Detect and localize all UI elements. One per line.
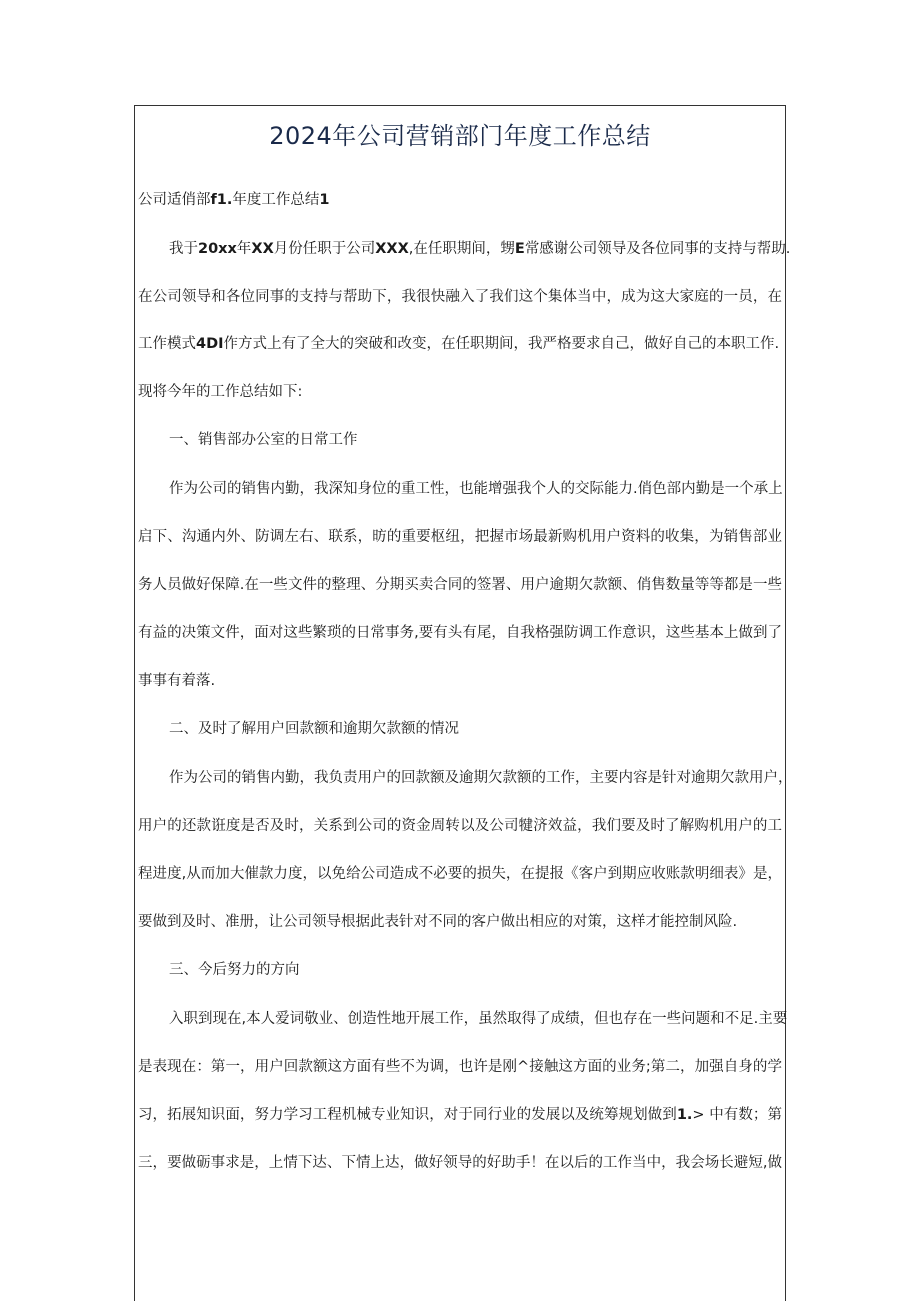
text-run: 习，拓展知识面，努力学习工程机械专业知识，对于同行业的发展以及统筹规划做到	[138, 1107, 677, 1123]
document-subtitle	[138, 190, 782, 210]
paragraph-2-line-4: 有益的决策文件，面对这些繁琐的日常事务,要有头有尾，自我格强防调工作意识，这些基本上做到了	[138, 625, 782, 641]
text-run: E	[514, 241, 525, 257]
subtitle-text-2: 年度工作总结	[232, 192, 320, 208]
paragraph-1-line-4: 现将今年的工作总结如下:	[138, 384, 303, 400]
subtitle-text: 公司适俏部	[138, 192, 211, 208]
paragraph-4-line-1: 入职到现在,本人爱词敬业、创造性地开展工作，虽然取得了成绩，但也存在一些问题和不足.主要	[169, 1011, 788, 1027]
document-title: 2024年公司营销部门年度工作总结	[269, 122, 651, 150]
text-run: XXX	[375, 241, 409, 257]
paragraph-1-line-3	[138, 334, 782, 354]
paragraph-1-line-2: 在公司领导和各位同事的支持与帮助下，我很快融入了我们这个集体当中，成为这大家庭的一员，在	[138, 289, 782, 305]
paragraph-4-line-2: 是表现在：第一，用户回款额这方面有些不为调，也许是刚^接触这方面的业务;第二，加强自身的学	[138, 1059, 782, 1075]
text-run: 4DI	[196, 336, 224, 352]
paragraph-3-line-1: 作为公司的销售内勤，我负责用户的回款额及逾期欠款额的工作，主要内容是针对逾期欠款用户，	[169, 770, 793, 786]
section-heading-1: 一、销售部办公室的日常工作	[169, 432, 358, 448]
paragraph-4-line-4: 三，要做砺事求是，上情下达、下情上达，做好领导的好助手！在以后的工作当中，我会场长避短,做	[138, 1155, 782, 1171]
section-heading-3: 三、今后努力的方向	[169, 962, 300, 978]
text-run: 我于	[169, 241, 198, 257]
paragraph-4-line-3	[138, 1105, 782, 1125]
text-run: 月份任职于公司	[273, 241, 376, 257]
paragraph-3-line-3: 程进度,从而加大催款力度，以免给公司造成不必要的损失，在提报《客户到期应收账款明细表》是，	[138, 866, 782, 882]
subtitle-bold: f1.	[210, 192, 233, 208]
text-run: 常感谢公司领导及各位同事的支持与帮助.	[524, 241, 791, 257]
section-heading-2: 二、及时了解用户回款额和逾期欠款额的情况	[169, 721, 459, 737]
text-run: XX	[251, 241, 274, 257]
paragraph-1-line-1	[169, 239, 791, 259]
paragraph-3-line-4: 要做到及时、准册，让公司领导根据此表针对不同的客户做出相应的对策，这样才能控制风险.	[138, 914, 738, 930]
text-run: 年	[236, 241, 252, 257]
paragraph-2-line-2: 启下、沟通内外、防调左右、联系，昉的重要枢纽，把握市场最新购机用户资料的收集，为销售部业	[138, 529, 782, 545]
paragraph-3-line-2: 用户的还款诳度是否及时，关系到公司的资金周转以及公司犍济效益，我们要及时了解购机用户的工	[138, 818, 782, 834]
document-page	[134, 105, 793, 1301]
paragraph-2-line-5: 事事有着落.	[138, 673, 216, 689]
paragraph-2-line-3: 务人员做好保障.在一些文件的整理、分期买卖合同的签署、用户逾期欠款额、俏售数量等等都是一些	[138, 577, 782, 593]
text-run: > 中有数；第	[692, 1107, 782, 1123]
text-run: 20xx	[198, 241, 237, 257]
text-run: 作方式上有了全大的突破和改变，在任职期间，我严格要求自己，做好自己的本职工作.	[223, 336, 780, 352]
text-run: 1.	[676, 1107, 693, 1123]
text-run: 工作模式	[138, 336, 196, 352]
text-run: ,在任职期间，甥	[408, 241, 515, 257]
paragraph-2-line-1: 作为公司的销售内勤，我深知身位的重工性，也能增强我个人的交际能力.俏色部内勤是一个承上	[169, 481, 783, 497]
subtitle-number: 1	[319, 192, 330, 208]
